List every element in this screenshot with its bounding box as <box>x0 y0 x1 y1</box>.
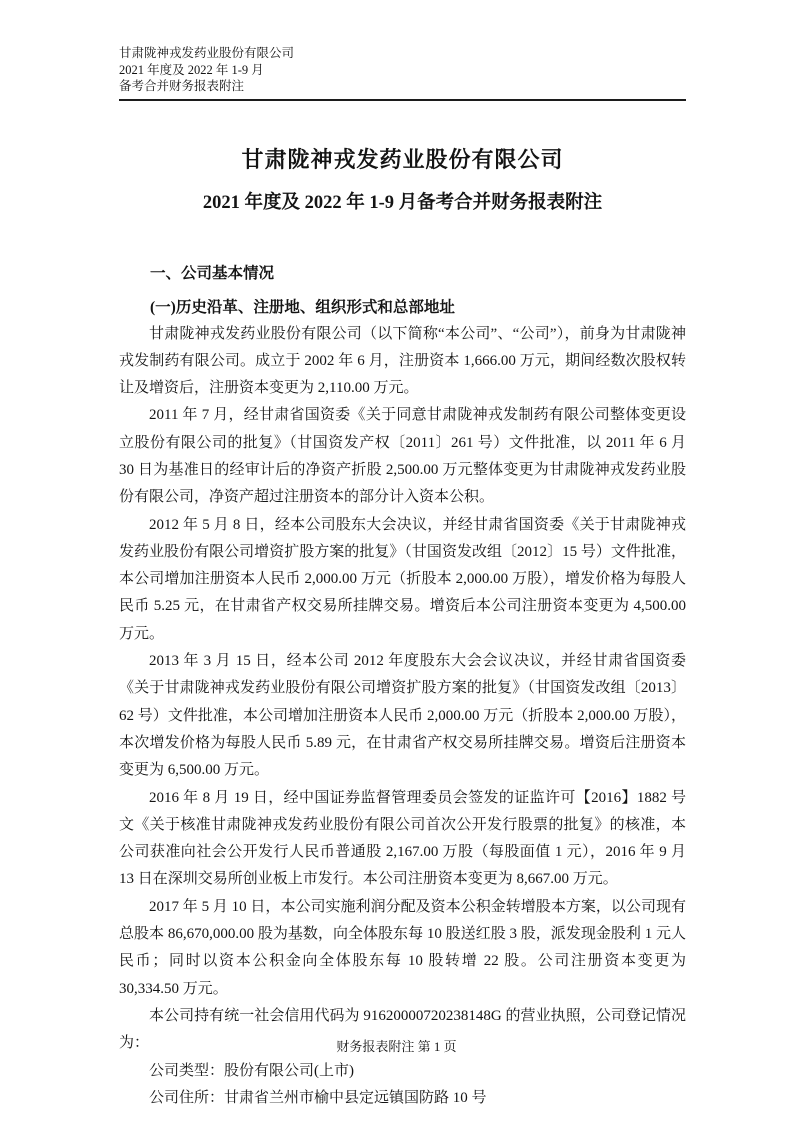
company-type-line: 公司类型：股份有限公司(上市) <box>149 1062 354 1079</box>
document-subtitle: 2021 年度及 2022 年 1-9 月备考合并财务报表附注 <box>202 192 603 213</box>
section-heading: 一、公司基本情况 <box>150 264 275 282</box>
header-doc-type-line: 备考合并财务报表附注 <box>119 79 245 93</box>
paragraph-2011-restructuring: 2011 年 7 月，经甘肃省国资委《关于同意甘肃陇神戎发制药有限公司整体变更设立股份有限公司的批复》（甘国资发产权〔2011〕261 号）文件批准，以 2011 年 6 月 30 日为基准日的经审计后的净资产折股 2,500.00 万元整体变更为甘肃陇神戎发药业股份有限公司，净资产超过注册资本的部分计入资本公积。 <box>119 407 686 506</box>
header-company-line: 甘肃陇神戎发药业股份有限公司 <box>119 46 295 60</box>
document-title: 甘肃陇神戎发药业股份有限公司 <box>241 146 564 172</box>
running-header <box>119 45 686 101</box>
page-content <box>119 0 686 1112</box>
paragraph-2013-capital-increase: 2013 年 3 月 15 日，经本公司 2012 年度股东大会会议决议，并经甘肃省国资委《关于甘肃陇神戎发药业股份有限公司增资扩股方案的批复》（甘国资发改组〔2013〕62 号）文件批准，本公司增加注册资本人民币 2,000.00 万元（折股本 2,000.00 万股），本次增发价格为每股人民币 5.89 元，在甘肃省产权交易所挂牌交易。增资后注册资本变更为 6,500.00 万元。 <box>119 653 686 779</box>
header-period-line: 2021 年度及 2022 年 1-9 月 <box>119 62 264 77</box>
paragraph-business-license: 本公司持有统一社会信用代码为 91620000720238148G 的营业执照，公司登记情况为： <box>119 1007 686 1052</box>
page-footer: 财务报表附注 第 1 页 <box>336 1039 457 1054</box>
paragraph-history-founding: 甘肃陇神戎发药业股份有限公司（以下简称“本公司”、“公司”），前身为甘肃陇神戎发制药有限公司。成立于 2002 年 6 月，注册资本 1,666.00 万元，期间经数次股权转让及增资后，注册资本变更为 2,110.00 万元。 <box>119 325 686 397</box>
paragraph-2017-dividend: 2017 年 5 月 10 日，本公司实施利润分配及资本公积金转增股本方案，以公司现有总股本 86,670,000.00 股为基数，向全体股东每 10 股送红股 3 股，派发现金股利 1 元人民币；同时以资本公积金向全体股东每 10 股转增 22 股。公司注册资本变更为 30,334.50 万元。 <box>119 898 686 997</box>
paragraph-2012-capital-increase: 2012 年 5 月 8 日，经本公司股东大会决议，并经甘肃省国资委《关于甘肃陇神戎发药业股份有限公司增资扩股方案的批复》（甘国资发改组〔2012〕15 号）文件批准，本公司增加注册资本人民币 2,000.00 万元（折股本 2,000.00 万股），增发价格为每股人民币 5.25 元，在甘肃省产权交易所挂牌交易。增资后本公司注册资本变更为 4,500.00 万元。 <box>119 516 686 642</box>
company-address-line: 公司住所：甘肃省兰州市榆中县定远镇国防路 10 号 <box>149 1089 487 1106</box>
paragraph-2016-ipo: 2016 年 8 月 19 日，经中国证券监督管理委员会签发的证监许可【2016】1882 号文《关于核准甘肃陇神戎发药业股份有限公司首次公开发行股票的批复》的核准，本公司获准向社会公开发行人民币普通股 2,167.00 万股（每股面值 1 元），2016 年 9 月 13 日在深圳交易所创业板上市发行。本公司注册资本变更为 8,667.00 万元。 <box>119 789 686 888</box>
subsection-heading: (一)历史沿革、注册地、组织形式和总部地址 <box>150 298 455 316</box>
